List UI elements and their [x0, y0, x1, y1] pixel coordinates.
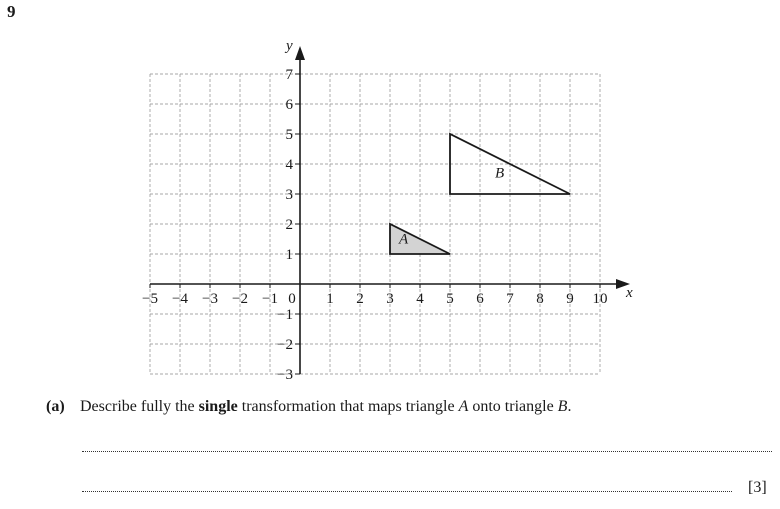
y-tick-label: −3: [277, 367, 293, 383]
triangle-b-label: B: [495, 165, 505, 182]
question-text-3: onto triangle: [468, 398, 558, 415]
y-tick-label: 3: [285, 187, 293, 203]
x-tick-label: 8: [536, 291, 544, 307]
question-number: 9: [7, 2, 16, 21]
x-tick-label: 4: [416, 291, 424, 307]
x-tick-label: 5: [446, 291, 454, 307]
triangle-a-label: A: [399, 231, 409, 248]
y-tick-label: 5: [285, 127, 293, 143]
y-tick-label: −1: [277, 307, 293, 323]
x-tick-label: 2: [356, 291, 364, 307]
grid-lines: [150, 74, 600, 374]
question-text-4: .: [567, 398, 572, 415]
x-tick-label: 1: [326, 291, 334, 307]
answer-line-2[interactable]: [82, 491, 732, 492]
part-label: (a): [46, 398, 65, 415]
x-axis-label: x: [626, 285, 633, 301]
x-tick-label: −4: [172, 291, 188, 307]
y-tick-label: −2: [277, 337, 293, 353]
y-tick-label: 6: [285, 97, 293, 113]
x-tick-label: 7: [506, 291, 514, 307]
x-tick-label: 0: [288, 291, 296, 307]
x-tick-label: −3: [202, 291, 218, 307]
answer-line-1[interactable]: [82, 451, 772, 452]
y-tick-label: 2: [285, 217, 293, 233]
question-text-2: transformation that maps triangle: [237, 398, 459, 415]
axes: [150, 38, 633, 374]
x-tick-label: 10: [592, 291, 608, 307]
y-axis-arrow: [295, 46, 305, 60]
x-tick-label: −5: [142, 291, 158, 307]
y-tick-label: 4: [285, 157, 293, 173]
y-tick-label: 7: [285, 67, 293, 83]
question-part-a: [46, 398, 571, 416]
question-text-1: Describe fully the: [80, 398, 199, 415]
marks-label: [3]: [748, 479, 767, 496]
x-tick-label: 9: [566, 291, 574, 307]
axis-ticks: [142, 67, 607, 383]
question-emphasis: single: [198, 398, 238, 415]
question-shape-b: B: [557, 398, 568, 415]
x-tick-label: −2: [232, 291, 248, 307]
y-axis-label: y: [286, 38, 293, 54]
x-tick-label: 3: [386, 291, 394, 307]
x-tick-label: −1: [262, 291, 278, 307]
x-tick-label: 6: [476, 291, 484, 307]
y-tick-label: 1: [285, 247, 293, 263]
question-shape-a: A: [458, 398, 469, 415]
